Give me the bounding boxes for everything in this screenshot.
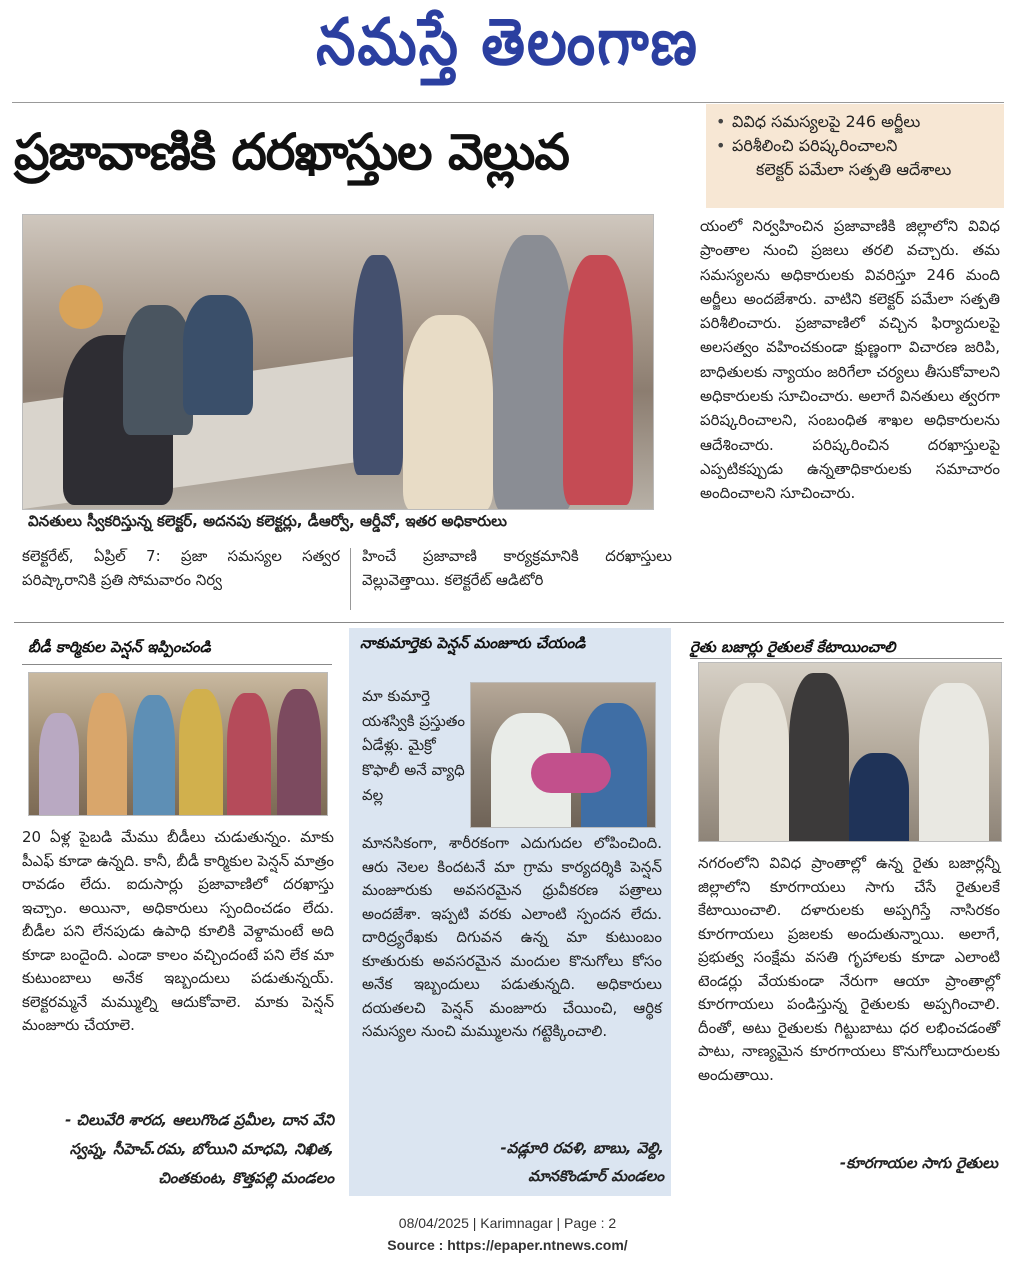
- section-divider: [14, 622, 1004, 623]
- bullet-icon: •: [716, 112, 726, 131]
- highlights-box: [706, 104, 1004, 208]
- headline: [14, 108, 704, 208]
- highlight-item: • పరిశీలించి పరిష్కరించాలని: [716, 134, 998, 158]
- section3-title: రైతు బజార్లు రైతులకే కేటాయించాలి: [690, 638, 896, 656]
- column-divider: [350, 548, 351, 610]
- section2-body: మానసికంగా, శారీరకంగా ఎదుగుదల లోపించింది. ఆరు నెలల కిందటనే మా గ్రామ కార్యదర్శికి పెన్షన్ మంజూరుకు అవసరమైన ధ్రువీకరణ పత్రాలు అందజేశా. ఇప్పటి వరకు ఎలాంటి స్పందన లేదు. దారిద్ర్యరేఖకు దిగువన ఉన్న మా కుటుంబం కూతురుకు అవసరమైన మందుల కొనుగోలు కోసం అనేక ఇబ్బందులు పడుతున్నది. అధికారులు దయతలచి పెన్షన్ మంజూరు చేయించి, ఆర్థిక సమస్యల నుంచి మమ్ములను గట్టెక్కించాలి.: [362, 834, 662, 1040]
- section1-signature: - చిలువేరి శారద, ఆలుగొండ ప్రమీల, దాన వేని స్వప్న, సీహెచ్.రమ, బోయిని మాధవి, నిఖిత, చింతకుంట, కొత్తపల్లి మండలం: [65, 1111, 334, 1187]
- main-photo: [22, 214, 654, 510]
- footer-date-line: 08/04/2025 | Karimnagar | Page : 2: [398, 1215, 617, 1231]
- main-story-col-a: కలెక్టరేట్, ఏప్రిల్ 7: ప్రజా సమస్యల సత్వర పరిష్కారానికి ప్రతి సోమవారం నిర్వ: [22, 547, 340, 589]
- masthead-title: నమస్తే తెలంగాణ: [316, 4, 699, 80]
- title-underline: [22, 664, 332, 665]
- main-story-col-b: హించే ప్రజావాణి కార్యక్రమానికి దరఖాస్తులు వెల్లువెత్తాయి. కలెక్టరేట్ ఆడిటోరి: [362, 547, 672, 589]
- bullet-icon: •: [716, 136, 726, 155]
- section2-photo: [470, 682, 656, 828]
- masthead: [0, 0, 1015, 100]
- photo-caption: వినతులు స్వీకరిస్తున్న కలెక్టర్, అదనపు కలెక్టర్లు, డీఆర్వో, ఆర్డీవో, ఇతర అధికారులు: [28, 512, 507, 530]
- footer-source-link[interactable]: Source : https://epaper.ntnews.com/: [387, 1237, 628, 1253]
- section3-photo: [698, 662, 1002, 842]
- section2-title: నాకుమార్తెకు పెన్షన్ మంజూరు చేయండి: [360, 634, 586, 652]
- main-story-col-right: యంలో నిర్వహించిన ప్రజావాణికి జిల్లాలోని వివిధ ప్రాంతాల నుంచి ప్రజలు తరలి వచ్చారు. తమ సమస్యలను అధికారులకు వివరిస్తూ 246 మంది అర్జీలు అందజేశారు. వాటిని కలెక్టర్ పమేలా సత్పతి పరిశీలించారు. ప్రజావాణిలో వచ్చిన ఫిర్యాదులపై అలసత్వం వహించకుండా క్షుణ్ణంగా విచారణ జరిపి, బాధితులకు న్యాయం జరిగేలా చర్యలు తీసుకోవాలని అధికారులకు సూచించారు. అలాగే వినతులు త్వరగా పరిష్కరించాలని, సంబంధిత శాఖల అధికారులను ఆదేశించారు. పరిష్కరించిన దరఖాస్తులపై ఎప్పటికప్పుడు ఉన్నతాధికారులకు సమాచారం అందించాలని సూచించారు.: [700, 217, 1000, 503]
- highlight-item: • వివిధ సమస్యలపై 246 అర్జీలు: [716, 110, 998, 134]
- section2-signature: -వడ్లూరి రవళి, బాబు, వెల్ది, మానకొండూర్ మండలం: [500, 1139, 664, 1185]
- section1-title: బీడీ కార్మికుల పెన్షన్ ఇప్పించండి: [28, 638, 211, 656]
- headline-text: ప్రజావాణికి దరఖాస్తుల వెల్లువ: [14, 122, 569, 181]
- section2-wrap-text: మా కుమార్తె యశస్వికి ప్రస్తుతం ఏడేళ్లు. మైక్రో కొఫాలీ అనే వ్యాధి వల్ల: [362, 687, 466, 804]
- highlight-item-continuation: కలెక్టర్ పమేలా సత్పతి ఆదేశాలు: [756, 160, 952, 179]
- section1-body: 20 ఏళ్ల పైబడి మేము బీడీలు చుడుతున్నం. మాకు పీఎఫ్ కూడా ఉన్నది. కానీ, బీడీ కార్మికుల పెన్షన్ మాత్రం రావడం లేదు. ఐదుసార్లు ప్రజావాణిలో దరఖాస్తు ఇచ్చాం. అయినా, అధికారులు స్పందించడం లేదు. బీడీల పని లేనపుడు ఉపాధి కూలికి వెళ్దామంటే అది కూడా బందైంది. ఎండా కాలం వచ్చిందంటే పని లేక మా కుటుంబాలు అనేక ఇబ్బందులు పడుతున్నయ్. కలెక్టరమ్మనే మమ్ముల్ని ఆదుకోవాలె. మాకు పెన్షన్ మంజూరు చేయాలె.: [22, 828, 334, 1034]
- section3-signature: -కూరగాయల సాగు రైతులు: [839, 1154, 998, 1172]
- section3-body: నగరంలోని వివిధ ప్రాంతాల్లో ఉన్న రైతు బజార్లన్నీ జిల్లాలోని కూరగాయలు సాగు చేసే రైతులకే కేటాయించాలి. దళారులకు అప్పగిస్తే నాసిరకం కూరగాయలు ప్రజలకు అందుతున్నాయి. అలాగే, ప్రభుత్వ సంక్షేమ వసతి గృహాలకు కూడా ఎలాంటి టెండర్లు వేయకుండా నేరుగా ఆయా ప్రాంతాల్లో కూరగాయలు పండిస్తున్న రైతులకు అప్పగించాలి. దీంతో, అటు రైతులకు గిట్టుబాటు ధర లభించడంతో పాటు, నాణ్యమైన కూరగాయలు కొనుగోలుదారులకు అందుతాయి.: [698, 854, 1000, 1084]
- footer: [0, 1212, 1015, 1256]
- section1-photo: [28, 672, 328, 816]
